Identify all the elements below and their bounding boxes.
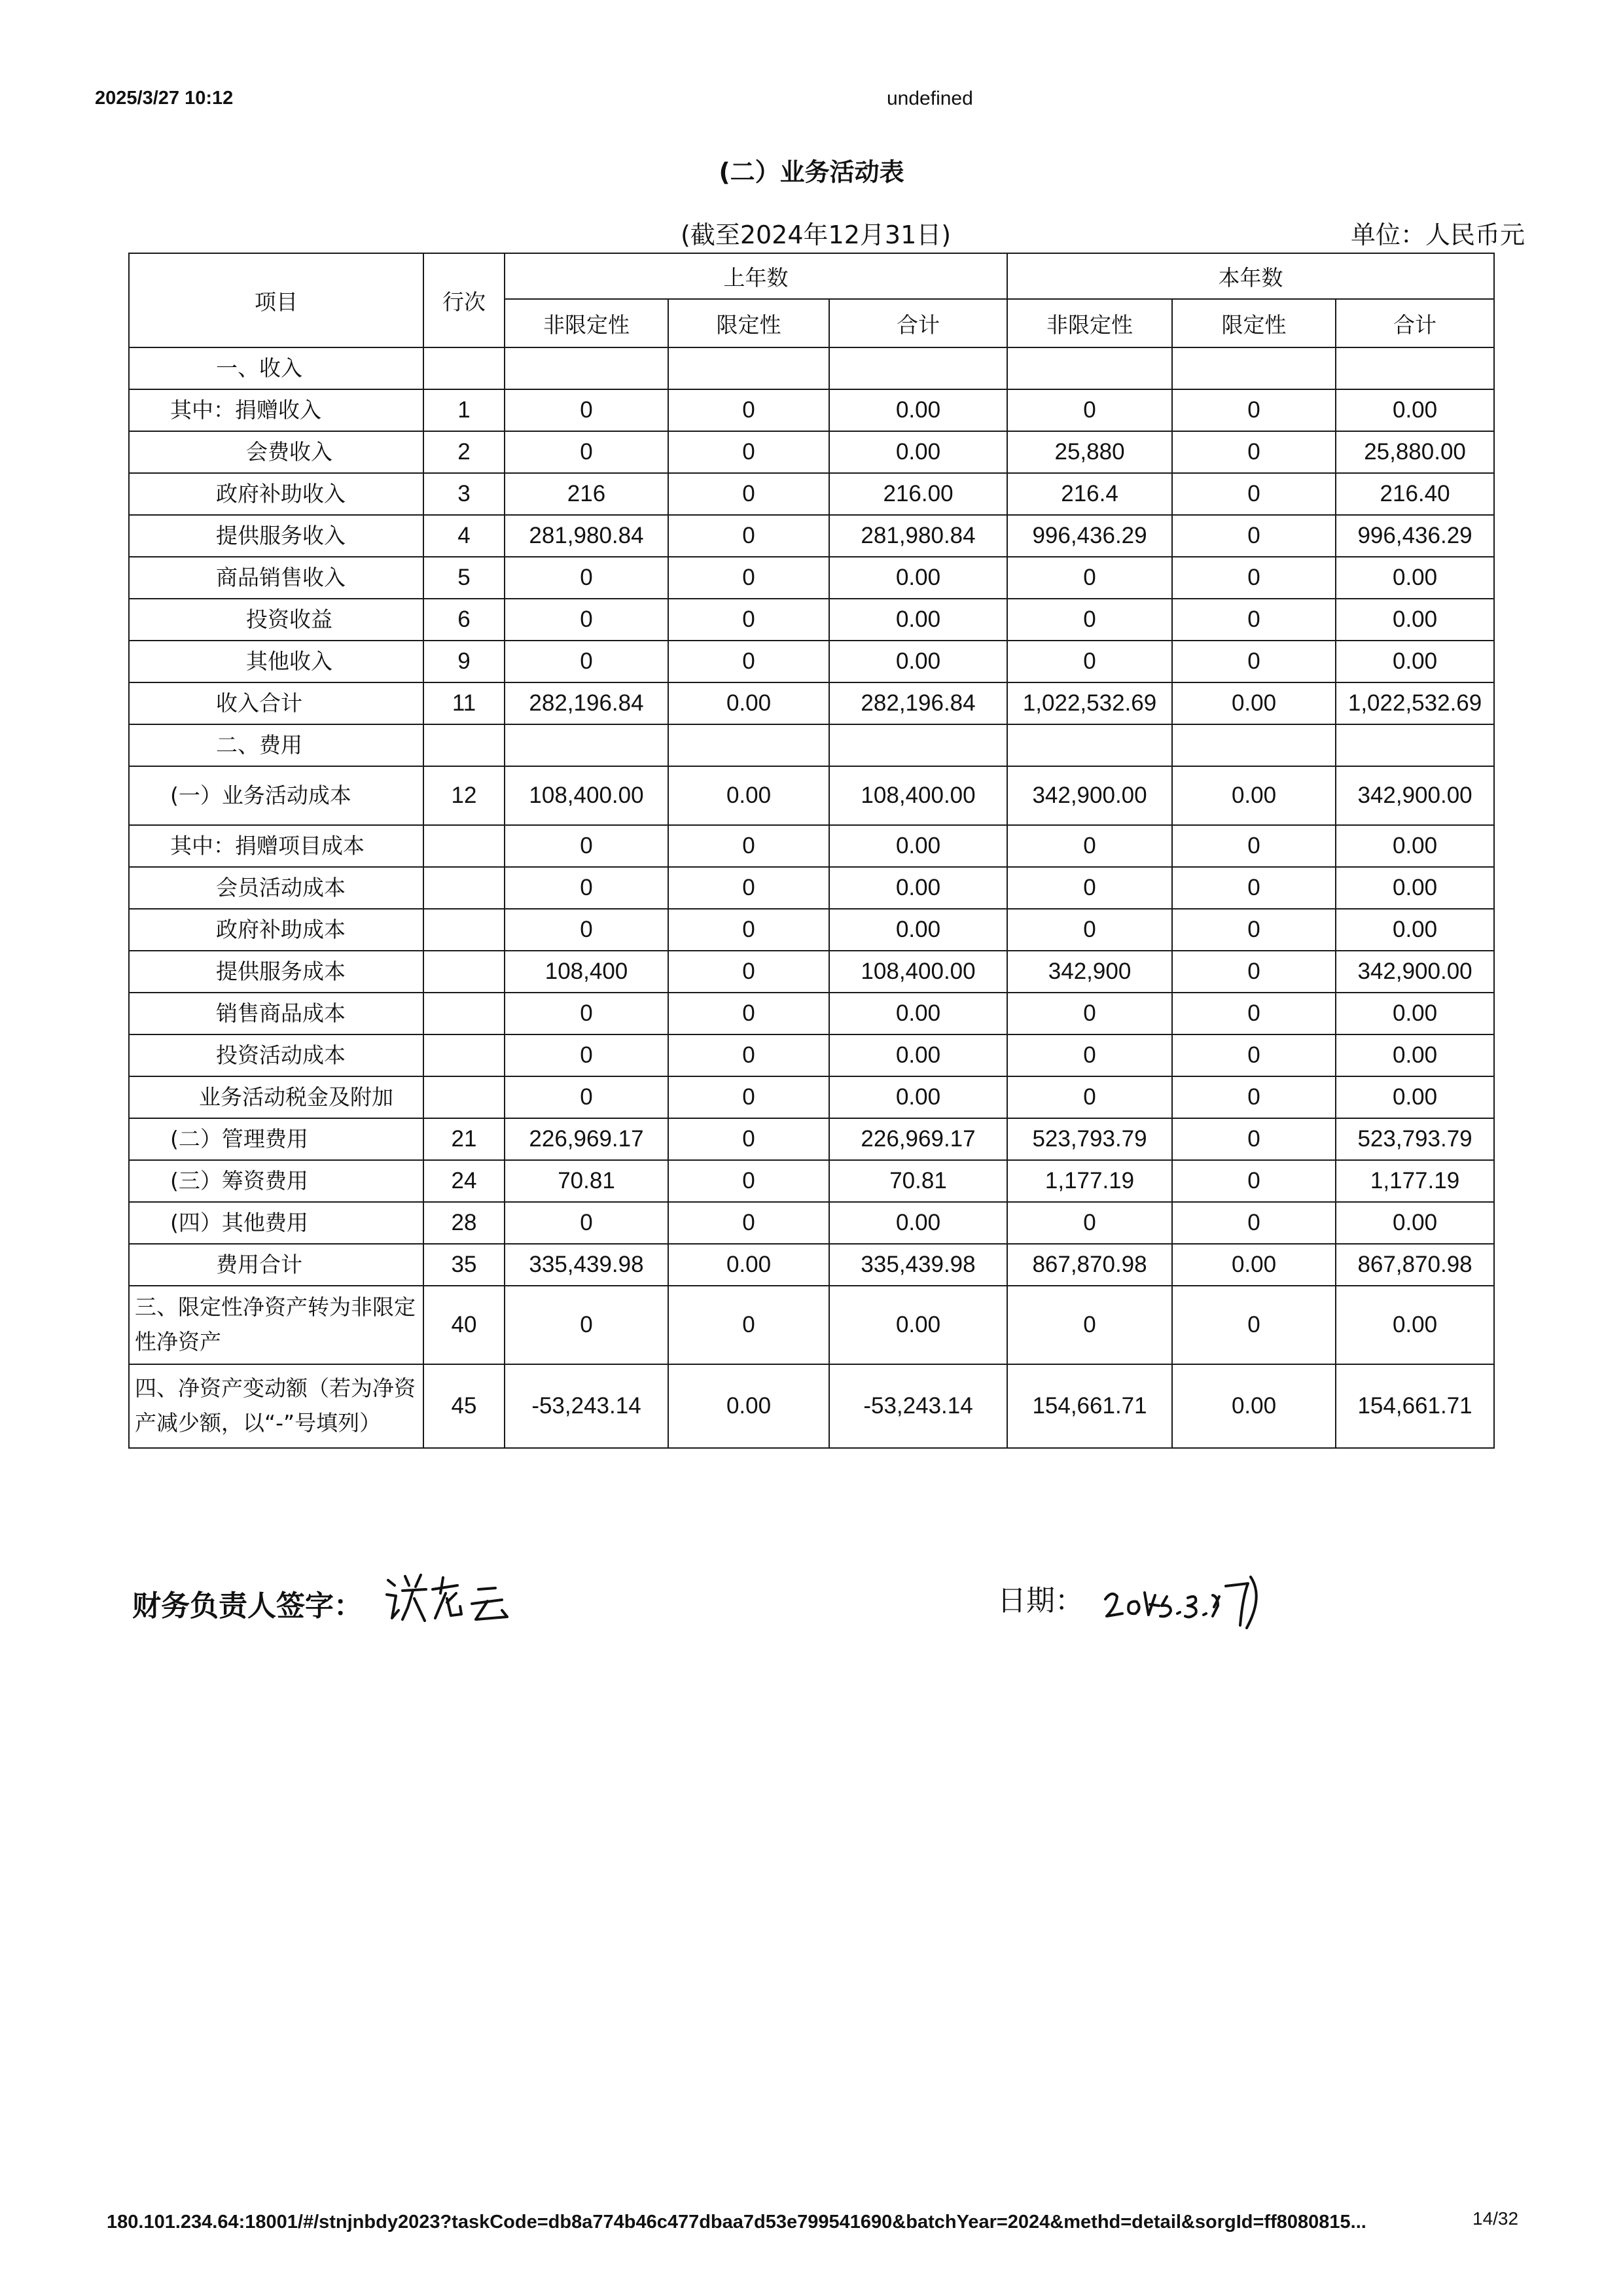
- table-row: [129, 909, 1494, 951]
- cell-p2: 0: [668, 1160, 829, 1202]
- cell-c1: 216.4: [1007, 473, 1172, 515]
- row-line-number: 11: [423, 682, 505, 724]
- cell-p1: 0: [505, 557, 668, 599]
- cell-p3: 0.00: [829, 825, 1007, 867]
- row-item-label: 其他收入: [129, 641, 423, 682]
- cell-c1: 0: [1007, 1034, 1172, 1076]
- cell-c1: [1007, 347, 1172, 389]
- cell-c2: 0: [1172, 389, 1336, 431]
- cell-p2: 0: [668, 599, 829, 641]
- row-item-label: (二）管理费用: [129, 1118, 423, 1160]
- row-item-label: 会费收入: [129, 431, 423, 473]
- row-item-label: 投资收益: [129, 599, 423, 641]
- cell-c2: 0: [1172, 1118, 1336, 1160]
- cell-p1: 0: [505, 389, 668, 431]
- signature-label: 财务负责人签字：: [132, 1589, 363, 1623]
- cell-c2: 0: [1172, 431, 1336, 473]
- row-item-label: 二、费用: [129, 724, 423, 766]
- cell-p1: 0: [505, 1202, 668, 1244]
- cell-p3: 226,969.17: [829, 1118, 1007, 1160]
- cell-c2: [1172, 347, 1336, 389]
- cell-c1: 1,177.19: [1007, 1160, 1172, 1202]
- table-row: [129, 557, 1494, 599]
- table-row: [129, 389, 1494, 431]
- cell-p1: 0: [505, 909, 668, 951]
- cell-p3: 281,980.84: [829, 515, 1007, 557]
- row-line-number: 3: [423, 473, 505, 515]
- row-item-label: 四、净资产变动额（若为净资产减少额，以“-”号填列）: [129, 1364, 423, 1448]
- cell-p2: 0: [668, 1202, 829, 1244]
- cell-p2: 0: [668, 1118, 829, 1160]
- print-page-title: undefined: [887, 88, 973, 109]
- cell-p2: 0.00: [668, 1244, 829, 1286]
- table-row: [129, 1034, 1494, 1076]
- cell-p2: 0: [668, 389, 829, 431]
- cell-c2: 0.00: [1172, 1244, 1336, 1286]
- cell-p1: 108,400.00: [505, 766, 668, 825]
- header-curr-nonrestricted: 非限定性: [1007, 299, 1172, 347]
- row-line-number: [423, 1034, 505, 1076]
- row-item-label: 商品销售收入: [129, 557, 423, 599]
- cell-p1: [505, 724, 668, 766]
- cell-c3: 0.00: [1336, 389, 1494, 431]
- cell-p2: 0: [668, 473, 829, 515]
- cell-p1: 0: [505, 599, 668, 641]
- row-item-label: 投资活动成本: [129, 1034, 423, 1076]
- cell-c3: 1,177.19: [1336, 1160, 1494, 1202]
- cell-c3: [1336, 724, 1494, 766]
- row-line-number: 24: [423, 1160, 505, 1202]
- cell-p1: 0: [505, 993, 668, 1034]
- cell-c2: 0.00: [1172, 682, 1336, 724]
- date-label: 日期：: [997, 1584, 1084, 1617]
- row-item-label: 一、收入: [129, 347, 423, 389]
- row-line-number: [423, 724, 505, 766]
- cell-c3: 0.00: [1336, 1034, 1494, 1076]
- cell-p2: 0.00: [668, 766, 829, 825]
- currency-unit: 单位：人民币元: [1350, 221, 1525, 249]
- row-item-label: 会员活动成本: [129, 867, 423, 909]
- cell-c3: 0.00: [1336, 557, 1494, 599]
- cell-c1: 342,900: [1007, 951, 1172, 993]
- cell-c1: 342,900.00: [1007, 766, 1172, 825]
- cell-c3: 1,022,532.69: [1336, 682, 1494, 724]
- cell-c2: 0: [1172, 867, 1336, 909]
- table-row: [129, 1160, 1494, 1202]
- cell-c2: 0: [1172, 825, 1336, 867]
- cell-p3: 0.00: [829, 431, 1007, 473]
- header-curr-restricted: 限定性: [1172, 299, 1336, 347]
- row-line-number: 21: [423, 1118, 505, 1160]
- cell-c3: 996,436.29: [1336, 515, 1494, 557]
- cell-p1: -53,243.14: [505, 1364, 668, 1448]
- row-line-number: 12: [423, 766, 505, 825]
- cell-c3: 25,880.00: [1336, 431, 1494, 473]
- row-line-number: 9: [423, 641, 505, 682]
- row-item-label: 政府补助收入: [129, 473, 423, 515]
- cell-p1: 108,400: [505, 951, 668, 993]
- header-prev-total: 合计: [829, 299, 1007, 347]
- cell-c3: 0.00: [1336, 641, 1494, 682]
- cell-p2: 0: [668, 909, 829, 951]
- cell-p1: 216: [505, 473, 668, 515]
- header-line-no: 行次: [423, 253, 505, 347]
- cell-p1: 226,969.17: [505, 1118, 668, 1160]
- table-row: [129, 766, 1494, 825]
- cell-c3: 867,870.98: [1336, 1244, 1494, 1286]
- row-line-number: 4: [423, 515, 505, 557]
- row-line-number: [423, 909, 505, 951]
- cell-c2: 0: [1172, 473, 1336, 515]
- cell-c2: [1172, 724, 1336, 766]
- cell-p2: [668, 724, 829, 766]
- cell-c3: 0.00: [1336, 825, 1494, 867]
- table-row: [129, 825, 1494, 867]
- cell-p1: 0: [505, 431, 668, 473]
- cell-p1: 70.81: [505, 1160, 668, 1202]
- cell-c1: 0: [1007, 389, 1172, 431]
- handwritten-date: [1103, 1570, 1299, 1629]
- row-item-label: (三）筹资费用: [129, 1160, 423, 1202]
- row-item-label: 其中：捐赠项目成本: [129, 825, 423, 867]
- table-row: [129, 347, 1494, 389]
- cell-c1: [1007, 724, 1172, 766]
- row-line-number: 2: [423, 431, 505, 473]
- cell-c3: 0.00: [1336, 599, 1494, 641]
- cell-p3: 70.81: [829, 1160, 1007, 1202]
- row-item-label: 业务活动税金及附加: [129, 1076, 423, 1118]
- cell-c1: 0: [1007, 825, 1172, 867]
- print-datetime: 2025/3/27 10:12: [95, 88, 234, 109]
- table-row: [129, 1364, 1494, 1448]
- header-prev-nonrestricted: 非限定性: [505, 299, 668, 347]
- cell-c1: 0: [1007, 641, 1172, 682]
- cell-p1: 282,196.84: [505, 682, 668, 724]
- cell-c1: 523,793.79: [1007, 1118, 1172, 1160]
- cell-c1: 0: [1007, 599, 1172, 641]
- cell-c2: 0: [1172, 599, 1336, 641]
- cell-p3: 108,400.00: [829, 766, 1007, 825]
- cell-c3: 0.00: [1336, 1286, 1494, 1364]
- header-curr-year: 本年数: [1007, 253, 1494, 299]
- cell-c3: 0.00: [1336, 867, 1494, 909]
- table-row: [129, 1202, 1494, 1244]
- cell-p3: 335,439.98: [829, 1244, 1007, 1286]
- cell-p2: 0: [668, 641, 829, 682]
- cell-p1: 0: [505, 1034, 668, 1076]
- cell-c1: 25,880: [1007, 431, 1172, 473]
- cell-c1: 0: [1007, 993, 1172, 1034]
- cell-c3: 342,900.00: [1336, 766, 1494, 825]
- business-activity-table: [128, 253, 1495, 1449]
- cell-p2: 0.00: [668, 682, 829, 724]
- cell-c1: 1,022,532.69: [1007, 682, 1172, 724]
- row-line-number: 1: [423, 389, 505, 431]
- cell-p3: 216.00: [829, 473, 1007, 515]
- cell-p3: 0.00: [829, 1034, 1007, 1076]
- cell-p1: 0: [505, 641, 668, 682]
- cell-p3: 0.00: [829, 909, 1007, 951]
- cell-c2: 0: [1172, 1160, 1336, 1202]
- row-item-label: 提供服务收入: [129, 515, 423, 557]
- cell-c2: 0: [1172, 1076, 1336, 1118]
- cell-p2: 0: [668, 1286, 829, 1364]
- cell-p3: 0.00: [829, 641, 1007, 682]
- cell-p1: 335,439.98: [505, 1244, 668, 1286]
- table-row: [129, 1286, 1494, 1364]
- header-curr-total: 合计: [1336, 299, 1494, 347]
- table-row: [129, 1244, 1494, 1286]
- table-row: [129, 1076, 1494, 1118]
- cell-c2: 0: [1172, 1202, 1336, 1244]
- header-prev-restricted: 限定性: [668, 299, 829, 347]
- row-line-number: 5: [423, 557, 505, 599]
- cell-p3: 0.00: [829, 1076, 1007, 1118]
- row-item-label: 三、限定性净资产转为非限定性净资产: [129, 1286, 423, 1364]
- cell-p2: 0: [668, 431, 829, 473]
- cell-p2: 0: [668, 557, 829, 599]
- cell-p1: 0: [505, 825, 668, 867]
- row-item-label: 费用合计: [129, 1244, 423, 1286]
- row-item-label: 政府补助成本: [129, 909, 423, 951]
- table-row: [129, 473, 1494, 515]
- row-item-label: (一）业务活动成本: [129, 766, 423, 825]
- cell-c3: 154,661.71: [1336, 1364, 1494, 1448]
- cell-p3: [829, 347, 1007, 389]
- cell-c1: 0: [1007, 909, 1172, 951]
- cell-p1: 0: [505, 1286, 668, 1364]
- row-item-label: (四）其他费用: [129, 1202, 423, 1244]
- footer-page-number: 14/32: [1472, 2208, 1519, 2229]
- table-row: [129, 951, 1494, 993]
- table-row: [129, 993, 1494, 1034]
- cell-p3: [829, 724, 1007, 766]
- handwritten-signature: [383, 1567, 520, 1626]
- cell-p1: 0: [505, 1076, 668, 1118]
- row-item-label: 销售商品成本: [129, 993, 423, 1034]
- row-item-label: 提供服务成本: [129, 951, 423, 993]
- table-row: [129, 867, 1494, 909]
- cell-c3: 0.00: [1336, 909, 1494, 951]
- cell-c2: 0: [1172, 909, 1336, 951]
- cell-p2: 0: [668, 1076, 829, 1118]
- cell-c1: 0: [1007, 557, 1172, 599]
- cell-p2: 0: [668, 825, 829, 867]
- cell-p2: 0: [668, 515, 829, 557]
- cell-c3: [1336, 347, 1494, 389]
- cell-p3: -53,243.14: [829, 1364, 1007, 1448]
- cell-c1: 867,870.98: [1007, 1244, 1172, 1286]
- cell-c2: 0: [1172, 515, 1336, 557]
- cell-c3: 0.00: [1336, 1202, 1494, 1244]
- cell-c3: 0.00: [1336, 993, 1494, 1034]
- document-title: (二）业务活动表: [719, 158, 904, 186]
- cell-p3: 0.00: [829, 867, 1007, 909]
- table-row: [129, 599, 1494, 641]
- row-item-label: 其中：捐赠收入: [129, 389, 423, 431]
- cell-c2: 0: [1172, 557, 1336, 599]
- cell-p3: 0.00: [829, 599, 1007, 641]
- row-line-number: [423, 825, 505, 867]
- cell-p2: 0: [668, 951, 829, 993]
- cell-p3: 0.00: [829, 1202, 1007, 1244]
- row-line-number: [423, 993, 505, 1034]
- row-line-number: [423, 1076, 505, 1118]
- cell-c2: 0.00: [1172, 766, 1336, 825]
- cell-c1: 996,436.29: [1007, 515, 1172, 557]
- cell-c2: 0: [1172, 641, 1336, 682]
- row-item-label: 收入合计: [129, 682, 423, 724]
- row-line-number: 35: [423, 1244, 505, 1286]
- table-row: [129, 682, 1494, 724]
- row-line-number: [423, 347, 505, 389]
- cell-p2: 0: [668, 993, 829, 1034]
- header-item: 项目: [129, 253, 423, 347]
- row-line-number: 40: [423, 1286, 505, 1364]
- cell-c3: 342,900.00: [1336, 951, 1494, 993]
- cell-c1: 0: [1007, 1286, 1172, 1364]
- cell-c1: 0: [1007, 1202, 1172, 1244]
- cell-p2: 0: [668, 867, 829, 909]
- cell-c3: 0.00: [1336, 1076, 1494, 1118]
- cell-p3: 0.00: [829, 1286, 1007, 1364]
- cell-c1: 0: [1007, 867, 1172, 909]
- cell-p3: 0.00: [829, 389, 1007, 431]
- table-row: [129, 724, 1494, 766]
- cell-p2: [668, 347, 829, 389]
- cell-c3: 523,793.79: [1336, 1118, 1494, 1160]
- cell-p3: 108,400.00: [829, 951, 1007, 993]
- cell-c1: 154,661.71: [1007, 1364, 1172, 1448]
- cell-p2: 0.00: [668, 1364, 829, 1448]
- cell-p3: 0.00: [829, 557, 1007, 599]
- row-line-number: [423, 951, 505, 993]
- cell-c2: 0.00: [1172, 1364, 1336, 1448]
- report-period: (截至2024年12月31日): [681, 221, 952, 249]
- cell-p1: 0: [505, 867, 668, 909]
- footer-url: 180.101.234.64:18001/#/stnjnbdy2023?taskCode=db8a774b46c477dbaa7d53e799541690&batchYear=2024&methd=detail&sorgId=ff8080815...: [107, 2212, 1366, 2233]
- cell-p2: 0: [668, 1034, 829, 1076]
- header-prev-year: 上年数: [505, 253, 1007, 299]
- table-row: [129, 641, 1494, 682]
- row-line-number: 28: [423, 1202, 505, 1244]
- row-line-number: 45: [423, 1364, 505, 1448]
- cell-c2: 0: [1172, 1286, 1336, 1364]
- cell-p3: 282,196.84: [829, 682, 1007, 724]
- cell-c3: 216.40: [1336, 473, 1494, 515]
- table-row: [129, 1118, 1494, 1160]
- row-line-number: [423, 867, 505, 909]
- row-line-number: 6: [423, 599, 505, 641]
- cell-p1: [505, 347, 668, 389]
- cell-c2: 0: [1172, 951, 1336, 993]
- cell-c2: 0: [1172, 993, 1336, 1034]
- cell-p3: 0.00: [829, 993, 1007, 1034]
- cell-c2: 0: [1172, 1034, 1336, 1076]
- table-row: [129, 515, 1494, 557]
- cell-p1: 281,980.84: [505, 515, 668, 557]
- table-row: [129, 431, 1494, 473]
- cell-c1: 0: [1007, 1076, 1172, 1118]
